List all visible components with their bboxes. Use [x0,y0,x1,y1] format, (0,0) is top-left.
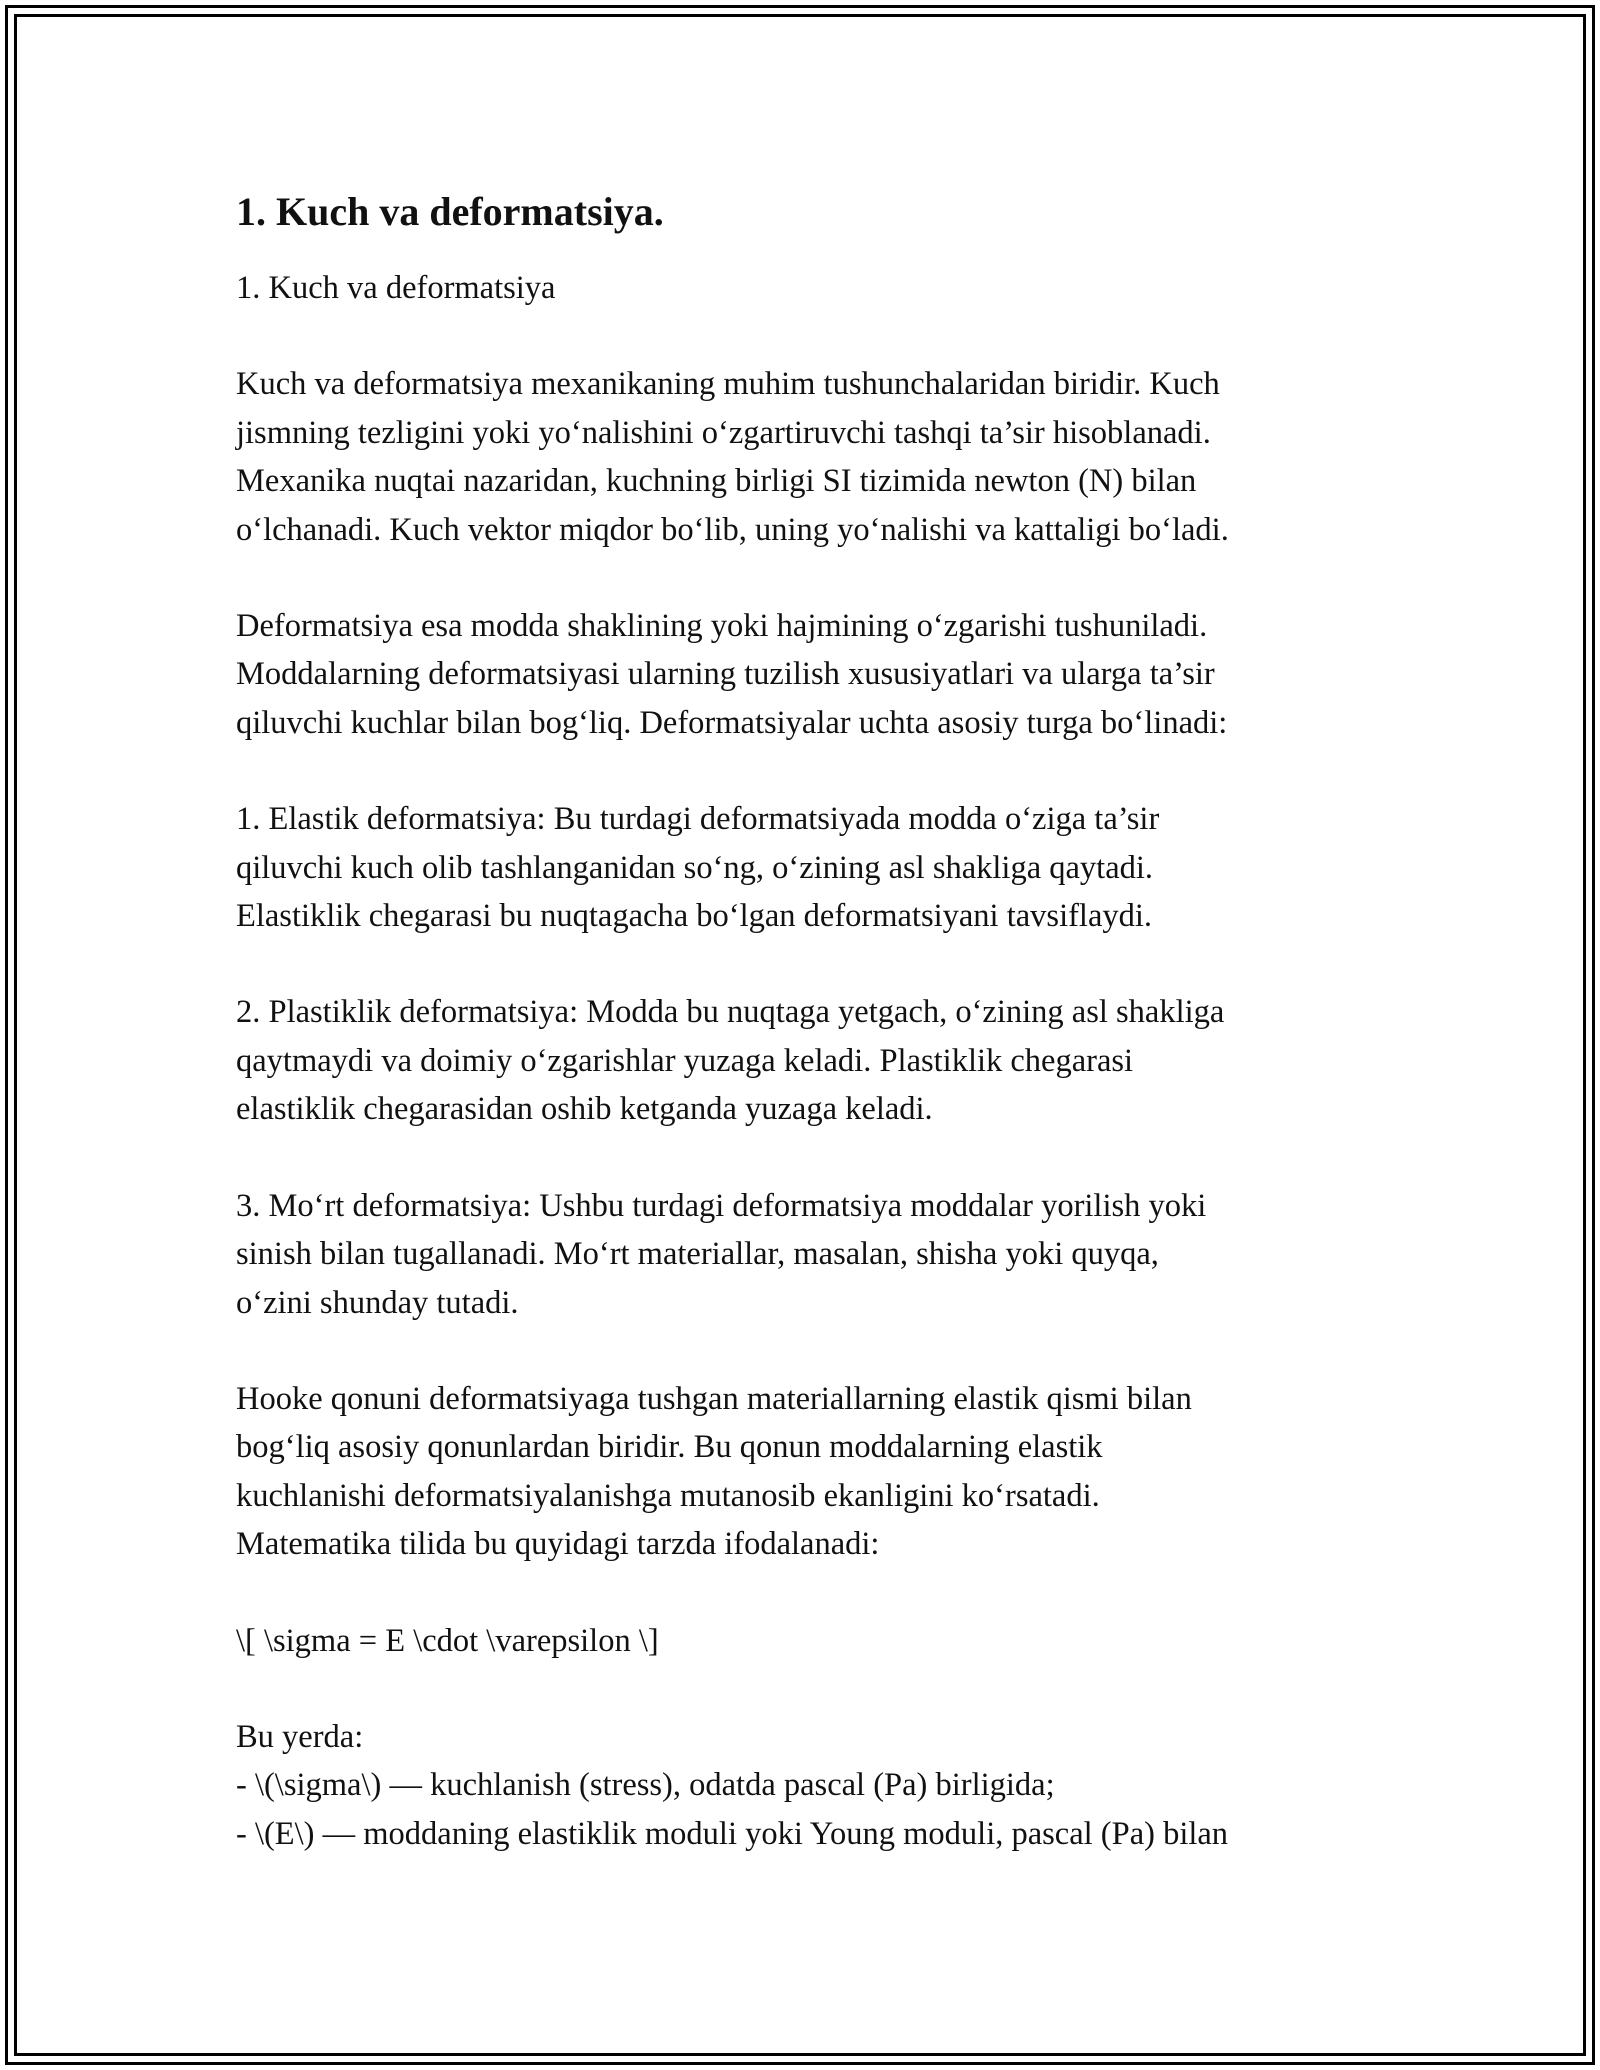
paragraph-elastic [236,795,1396,940]
paragraph-intro [236,360,1396,554]
formula-line: \[ \sigma = E \cdot \varepsilon \] [236,1622,659,1659]
text-line: qaytmaydi va doimiy o‘zgarishlar yuzaga keladi. Plastiklik chegarasi [236,1042,1134,1079]
formula [236,1617,1396,1665]
text-line: Kuch va deformatsiya mexanikaning muhim tushunchalaridan biridir. Kuch [236,366,1220,403]
text-line: 3. Mo‘rt deformatsiya: Ushbu turdagi deformatsiya moddalar yorilish yoki [236,1187,1207,1224]
text-line: Elastiklik chegarasi bu nuqtagacha bo‘lgan deformatsiyani tavsiflaydi. [236,898,1153,935]
text-line: sinish bilan tugallanadi. Mo‘rt materiallar, masalan, shisha yoki quyqa, [236,1236,1159,1273]
text-line: Bu yerda: [236,1718,364,1755]
text-line: Mexanika nuqtai nazaridan, kuchning birligi SI tizimida newton (N) bilan [236,463,1197,500]
text-line: 1. Elastik deformatsiya: Bu turdagi deformatsiyada modda o‘ziga ta’sir [236,801,1160,838]
text-line: jismning tezligini yoki yo‘nalishini o‘zgartiruvchi tashqi ta’sir hisoblanadi. [236,414,1211,451]
text-line: o‘lchanadi. Kuch vektor miqdor bo‘lib, uning yo‘nalishi va kattaligi bo‘ladi. [236,511,1229,548]
list-item: - \(\sigma\) — kuchlanish (stress), odatda pascal (Pa) birligida; [236,1767,1055,1804]
text-line: o‘zini shunday tutadi. [236,1284,519,1321]
paragraph-definitions [236,1713,1396,1858]
text-line: kuchlanishi deformatsiyalanishga mutanosib ekanligini ko‘rsatadi. [236,1477,1100,1514]
list-item: - \(E\) — moddaning elastiklik moduli yoki Young moduli, pascal (Pa) bilan [236,1815,1229,1852]
text-line: Moddalarning deformatsiyasi ularning tuzilish xususiyatlari va ularga ta’sir [236,656,1215,693]
text-line: Hooke qonuni deformatsiyaga tushgan materiallarning elastik qismi bilan [236,1380,1192,1417]
text-line: elastiklik chegarasidan oshib ketganda yuzaga keladi. [236,1091,933,1128]
text-line: qiluvchi kuchlar bilan bog‘liq. Deformatsiyalar uchta asosiy turga bo‘linadi: [236,704,1228,741]
text-line: bog‘liq asosiy qonunlardan biridir. Bu qonun moddalarning elastik [236,1429,1103,1466]
page-title: 1. Kuch va deformatsiya. [236,189,664,234]
section-subtitle: 1. Kuch va deformatsiya [236,270,556,306]
text-line: 2. Plastiklik deformatsiya: Modda bu nuqtaga yetgach, o‘zining asl shakliga [236,994,1225,1031]
paragraph-hooke [236,1375,1396,1569]
paragraph-brittle [236,1182,1396,1327]
paragraph-deformation [236,602,1396,747]
document-body [236,180,1396,1858]
text-line: Matematika tilida bu quyidagi tarzda ifodalanadi: [236,1526,880,1563]
paragraph-plastic [236,988,1396,1133]
text-line: qiluvchi kuch olib tashlanganidan so‘ng, o‘zining asl shakliga qaytadi. [236,849,1154,886]
text-line: Deformatsiya esa modda shaklining yoki hajmining o‘zgarishi tushuniladi. [236,608,1208,645]
